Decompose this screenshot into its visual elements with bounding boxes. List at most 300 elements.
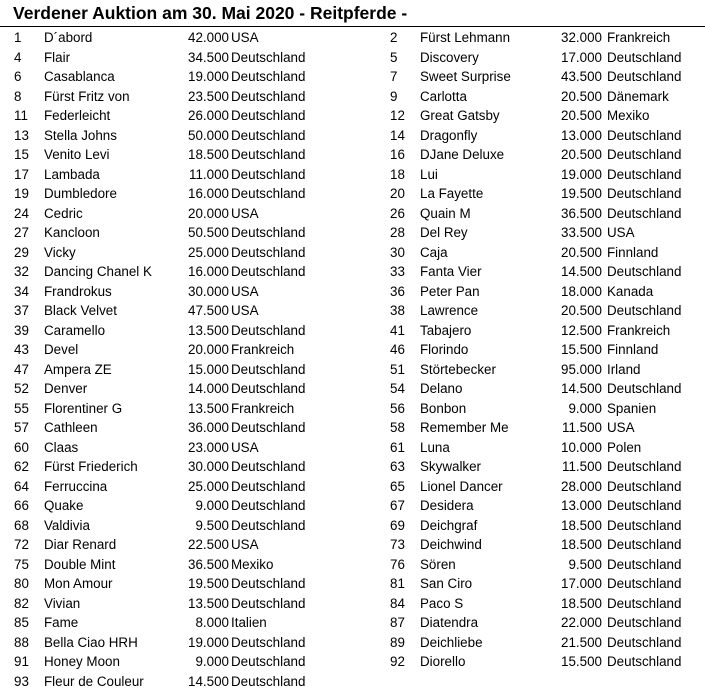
buyer-country: Deutschland [607, 537, 682, 552]
buyer-country: Deutschland [231, 322, 306, 338]
horse-name: Double Mint [44, 556, 116, 572]
buyer-country: Frankreich [607, 322, 671, 338]
lot-number: 80 [14, 576, 29, 591]
horse-name: Mon Amour [44, 576, 113, 591]
horse-name: Bella Ciao HRH [44, 634, 138, 650]
horse-name: Deichgraf [420, 517, 478, 533]
buyer-country: Deutschland [607, 381, 682, 396]
sale-price: 20.500 [561, 108, 602, 123]
table-row [0, 379, 310, 399]
sale-price: 14.500 [561, 264, 602, 279]
sale-price: 42.000 [188, 30, 229, 45]
table-row [378, 48, 705, 68]
buyer-country: Deutschland [231, 225, 306, 240]
lot-number: 36 [390, 283, 405, 299]
lot-number: 29 [14, 244, 29, 260]
table-row [378, 594, 705, 614]
horse-name: Black Velvet [44, 303, 117, 318]
table-row [378, 633, 705, 653]
table-row [0, 87, 310, 107]
table-row [378, 223, 705, 243]
horse-name: Delano [420, 381, 463, 396]
lot-number: 43 [14, 342, 29, 357]
lot-number: 7 [390, 69, 398, 84]
table-row [0, 301, 310, 321]
table-row [378, 477, 705, 497]
sale-price: 17.000 [561, 576, 602, 591]
lot-number: 11 [14, 108, 28, 123]
horse-name: Lawrence [420, 303, 479, 318]
title-underline [0, 26, 705, 27]
sale-price: 26.000 [188, 108, 229, 123]
sale-price: 28.000 [561, 478, 602, 494]
horse-name: Fleur de Couleur [44, 673, 144, 689]
horse-name: Venito Levi [44, 147, 110, 162]
table-row [0, 28, 310, 48]
table-row [378, 204, 705, 224]
lot-number: 27 [14, 225, 29, 240]
lot-number: 32 [14, 264, 29, 279]
lot-number: 81 [390, 576, 405, 591]
lot-number: 13 [14, 127, 29, 143]
table-row [378, 67, 705, 87]
table-row [0, 496, 310, 516]
table-row [0, 223, 310, 243]
table-row [0, 672, 310, 692]
horse-name: Flair [44, 49, 71, 65]
lot-number: 28 [390, 225, 405, 240]
right-column [378, 28, 705, 672]
table-row [0, 282, 310, 302]
buyer-country: Deutschland [607, 49, 682, 65]
sale-price: 50.500 [188, 225, 229, 240]
sale-price: 13.500 [188, 400, 229, 416]
buyer-country: Deutschland [607, 576, 682, 591]
sale-price: 30.000 [188, 283, 229, 299]
horse-name: Lambada [44, 166, 100, 182]
buyer-country: Deutschland [231, 634, 306, 650]
table-row [0, 633, 310, 653]
horse-name: Diorello [420, 654, 466, 669]
lot-number: 19 [14, 186, 29, 201]
table-row [0, 652, 310, 672]
lot-number: 38 [390, 303, 405, 318]
buyer-country: Deutschland [231, 595, 306, 611]
horse-name: Peter Pan [420, 283, 480, 299]
horse-name: Fürst Lehmann [420, 30, 511, 45]
lot-number: 24 [14, 205, 29, 221]
table-row [0, 204, 310, 224]
table-row [378, 457, 705, 477]
horse-name: Paco S [420, 595, 464, 611]
horse-name: Caramello [44, 322, 106, 338]
lot-number: 67 [390, 498, 405, 513]
horse-name: DJane Deluxe [420, 147, 505, 162]
sale-price: 30.000 [188, 459, 229, 474]
buyer-country: Deutschland [607, 498, 682, 513]
buyer-country: Deutschland [231, 244, 306, 260]
table-row [0, 106, 310, 126]
sale-price: 25.000 [188, 244, 229, 260]
horse-name: La Fayette [420, 186, 484, 201]
document-title: Verdener Auktion am 30. Mai 2020 - Reitpferde - [13, 3, 408, 23]
lot-number: 75 [14, 556, 29, 572]
table-row [378, 379, 705, 399]
buyer-country: Deutschland [231, 654, 306, 669]
buyer-country: Deutschland [231, 127, 306, 143]
sale-price: 15.500 [561, 654, 602, 669]
table-row [378, 165, 705, 185]
sale-price: 19.000 [188, 69, 229, 84]
buyer-country: USA [607, 225, 635, 240]
sale-price: 13.500 [188, 322, 229, 338]
lot-number: 69 [390, 517, 405, 533]
buyer-country: Deutschland [607, 517, 682, 533]
horse-name: Ampera ZE [44, 361, 112, 377]
horse-name: Florentiner G [44, 400, 123, 416]
table-row [0, 457, 310, 477]
horse-name: Deichliebe [420, 634, 483, 650]
lot-number: 68 [14, 517, 29, 533]
buyer-country: USA [231, 30, 259, 45]
lot-number: 91 [14, 654, 29, 669]
horse-name: Casablanca [44, 69, 115, 84]
buyer-country: USA [231, 303, 259, 318]
buyer-country: Deutschland [607, 654, 682, 669]
buyer-country: Deutschland [231, 420, 306, 435]
sale-price: 9.500 [195, 517, 229, 533]
table-row [0, 399, 310, 419]
horse-name: Diar Renard [44, 537, 117, 552]
table-row [0, 321, 310, 341]
horse-name: Valdivia [44, 517, 90, 533]
table-row [378, 321, 705, 341]
sale-price: 9.500 [568, 556, 602, 572]
horse-name: Deichwind [420, 537, 482, 552]
lot-number: 65 [390, 478, 405, 494]
table-row [0, 165, 310, 185]
buyer-country: Deutschland [231, 517, 306, 533]
table-row [378, 360, 705, 380]
buyer-country: Deutschland [607, 634, 682, 650]
table-row [378, 613, 705, 633]
table-row [378, 516, 705, 536]
lot-number: 51 [390, 361, 405, 377]
buyer-country: Deutschland [607, 459, 682, 474]
buyer-country: Finnland [607, 244, 659, 260]
sale-price: 25.000 [188, 478, 229, 494]
horse-name: Stella Johns [44, 127, 117, 143]
sale-price: 20.500 [561, 147, 602, 162]
buyer-country: Polen [607, 439, 642, 455]
lot-number: 20 [390, 186, 405, 201]
horse-name: Bonbon [420, 400, 467, 416]
sale-price: 19.000 [561, 166, 602, 182]
horse-name: Caja [420, 244, 448, 260]
table-row [378, 652, 705, 672]
horse-name: Fanta Vier [420, 264, 482, 279]
buyer-country: Deutschland [607, 478, 682, 494]
table-row [378, 106, 705, 126]
horse-name: Devel [44, 342, 79, 357]
horse-name: Quain M [420, 205, 471, 221]
horse-name: Ferruccina [44, 478, 108, 494]
lot-number: 60 [14, 439, 29, 455]
sale-price: 13.500 [188, 595, 229, 611]
lot-number: 82 [14, 595, 29, 611]
lot-number: 52 [14, 381, 29, 396]
table-row [378, 418, 705, 438]
buyer-country: Dänemark [607, 88, 669, 104]
lot-number: 87 [390, 615, 405, 630]
sale-price: 9.000 [195, 654, 229, 669]
table-row [0, 126, 310, 146]
sale-price: 18.000 [561, 283, 602, 299]
lot-number: 4 [14, 49, 22, 65]
buyer-country: Deutschland [231, 498, 306, 513]
table-row [0, 477, 310, 497]
buyer-country: Frankreich [231, 342, 295, 357]
lot-number: 76 [390, 556, 405, 572]
lot-number: 1 [14, 30, 22, 45]
table-row [378, 126, 705, 146]
sale-price: 20.500 [561, 244, 602, 260]
buyer-country: Deutschland [231, 108, 306, 123]
table-row [378, 438, 705, 458]
lot-number: 57 [14, 420, 29, 435]
horse-name: Sweet Surprise [420, 69, 511, 84]
sale-price: 20.500 [561, 303, 602, 318]
sale-price: 95.000 [561, 361, 602, 377]
horse-name: Vicky [44, 244, 76, 260]
table-row [0, 438, 310, 458]
table-row [0, 184, 310, 204]
buyer-country: Deutschland [231, 673, 306, 689]
lot-number: 58 [390, 420, 405, 435]
horse-name: Lui [420, 166, 438, 182]
sale-price: 19.500 [188, 576, 229, 591]
horse-name: Fürst Fritz von [44, 88, 130, 104]
buyer-country: Deutschland [231, 459, 306, 474]
sale-price: 47.500 [188, 303, 229, 318]
sale-price: 36.000 [188, 420, 229, 435]
left-column [0, 28, 310, 691]
sale-price: 15.000 [188, 361, 229, 377]
lot-number: 26 [390, 205, 405, 221]
sale-price: 34.500 [188, 49, 229, 65]
buyer-country: Deutschland [231, 186, 306, 201]
sale-price: 11.500 [562, 420, 602, 435]
lot-number: 61 [390, 439, 405, 455]
horse-name: D´abord [44, 30, 93, 45]
horse-name: Remember Me [420, 420, 509, 435]
buyer-country: Deutschland [231, 381, 306, 396]
table-row [378, 535, 705, 555]
lot-number: 37 [14, 303, 29, 318]
sale-price: 43.500 [561, 69, 602, 84]
lot-number: 85 [14, 615, 29, 630]
buyer-country: Deutschland [607, 303, 682, 318]
table-row [378, 282, 705, 302]
sale-price: 18.500 [561, 517, 602, 533]
buyer-country: Deutschland [607, 147, 682, 162]
sale-price: 19.500 [561, 186, 602, 201]
table-row [0, 516, 310, 536]
lot-number: 92 [390, 654, 405, 669]
lot-number: 30 [390, 244, 405, 260]
buyer-country: Deutschland [231, 49, 306, 65]
lot-number: 84 [390, 595, 405, 611]
horse-name: Dumbledore [44, 186, 117, 201]
horse-name: Vivian [44, 595, 81, 611]
sale-price: 14.500 [561, 381, 602, 396]
buyer-country: Mexiko [607, 108, 650, 123]
buyer-country: USA [231, 439, 259, 455]
buyer-country: Deutschland [607, 556, 682, 572]
buyer-country: USA [607, 420, 635, 435]
sale-price: 23.000 [188, 439, 229, 455]
lot-number: 64 [14, 478, 29, 494]
sale-price: 19.000 [188, 634, 229, 650]
sale-price: 23.500 [188, 88, 229, 104]
sale-price: 9.000 [195, 498, 229, 513]
buyer-country: Deutschland [231, 264, 306, 279]
horse-name: Del Rey [420, 225, 468, 240]
horse-name: Kancloon [44, 225, 100, 240]
horse-name: Fürst Friederich [44, 459, 138, 474]
horse-name: Sören [420, 556, 456, 572]
buyer-country: Mexiko [231, 556, 274, 572]
table-row [378, 399, 705, 419]
horse-name: Denver [44, 381, 88, 396]
sale-price: 13.000 [561, 127, 602, 143]
lot-number: 66 [14, 498, 29, 513]
sale-price: 20.000 [188, 205, 229, 221]
lot-number: 12 [390, 108, 405, 123]
table-row [0, 535, 310, 555]
horse-name: Carlotta [420, 88, 467, 104]
horse-name: Dancing Chanel K [44, 264, 152, 279]
table-row [0, 574, 310, 594]
sale-price: 22.500 [188, 537, 229, 552]
buyer-country: USA [231, 283, 259, 299]
sale-price: 18.500 [561, 595, 602, 611]
buyer-country: Deutschland [231, 478, 306, 494]
lot-number: 47 [14, 361, 29, 377]
buyer-country: Deutschland [607, 264, 682, 279]
table-row [0, 243, 310, 263]
sale-price: 32.000 [561, 30, 602, 45]
buyer-country: Deutschland [607, 595, 682, 611]
lot-number: 8 [14, 88, 22, 104]
lot-number: 88 [14, 634, 29, 650]
sale-price: 36.500 [561, 205, 602, 221]
buyer-country: Kanada [607, 283, 654, 299]
horse-name: Honey Moon [44, 654, 120, 669]
sale-price: 16.000 [188, 264, 229, 279]
sale-price: 10.000 [561, 439, 602, 455]
lot-number: 2 [390, 30, 398, 45]
table-row [378, 574, 705, 594]
lot-number: 17 [14, 166, 29, 182]
buyer-country: Deutschland [607, 205, 682, 221]
sale-price: 15.500 [561, 342, 602, 357]
horse-name: Tabajero [420, 322, 472, 338]
table-row [378, 243, 705, 263]
lot-number: 14 [390, 127, 405, 143]
horse-name: Luna [420, 439, 450, 455]
buyer-country: Deutschland [607, 69, 682, 84]
buyer-country: Spanien [607, 400, 657, 416]
table-row [378, 301, 705, 321]
table-row [378, 555, 705, 575]
table-row [378, 262, 705, 282]
table-row [0, 555, 310, 575]
lot-number: 89 [390, 634, 405, 650]
lot-number: 41 [390, 322, 405, 338]
horse-name: Cedric [44, 205, 83, 221]
buyer-country: Frankreich [231, 400, 295, 416]
lot-number: 62 [14, 459, 29, 474]
lot-number: 63 [390, 459, 405, 474]
buyer-country: Deutschland [607, 186, 682, 201]
sale-price: 21.500 [561, 634, 602, 650]
table-row [0, 594, 310, 614]
sale-price: 50.000 [188, 127, 229, 143]
sale-price: 18.500 [188, 147, 229, 162]
lot-number: 5 [390, 49, 398, 65]
horse-name: Desidera [420, 498, 474, 513]
buyer-country: Deutschland [607, 615, 682, 630]
lot-number: 55 [14, 400, 29, 416]
lot-number: 33 [390, 264, 405, 279]
buyer-country: Finnland [607, 342, 659, 357]
sale-price: 17.000 [561, 49, 602, 65]
table-row [378, 340, 705, 360]
sale-price: 13.000 [561, 498, 602, 513]
lot-number: 39 [14, 322, 29, 338]
buyer-country: Deutschland [231, 69, 306, 84]
lot-number: 16 [390, 147, 405, 162]
horse-name: Florindo [420, 342, 469, 357]
table-row [0, 262, 310, 282]
lot-number: 54 [390, 381, 405, 396]
table-row [0, 67, 310, 87]
sale-price: 12.500 [561, 322, 602, 338]
buyer-country: Deutschland [231, 576, 306, 591]
horse-name: Cathleen [44, 420, 98, 435]
buyer-country: Deutschland [231, 88, 306, 104]
table-row [0, 145, 310, 165]
table-row [0, 418, 310, 438]
table-row [378, 28, 705, 48]
lot-number: 56 [390, 400, 405, 416]
table-row [0, 340, 310, 360]
lot-number: 46 [390, 342, 405, 357]
horse-name: Federleicht [44, 108, 111, 123]
lot-number: 34 [14, 283, 29, 299]
horse-name: Lionel Dancer [420, 478, 503, 494]
buyer-country: USA [231, 205, 259, 221]
horse-name: Dragonfly [420, 127, 478, 143]
table-row [378, 145, 705, 165]
buyer-country: Deutschland [607, 166, 682, 182]
horse-name: Störtebecker [420, 361, 496, 377]
sale-price: 11.000 [189, 166, 229, 182]
table-row [378, 184, 705, 204]
table-row [378, 496, 705, 516]
horse-name: Fame [44, 615, 79, 630]
